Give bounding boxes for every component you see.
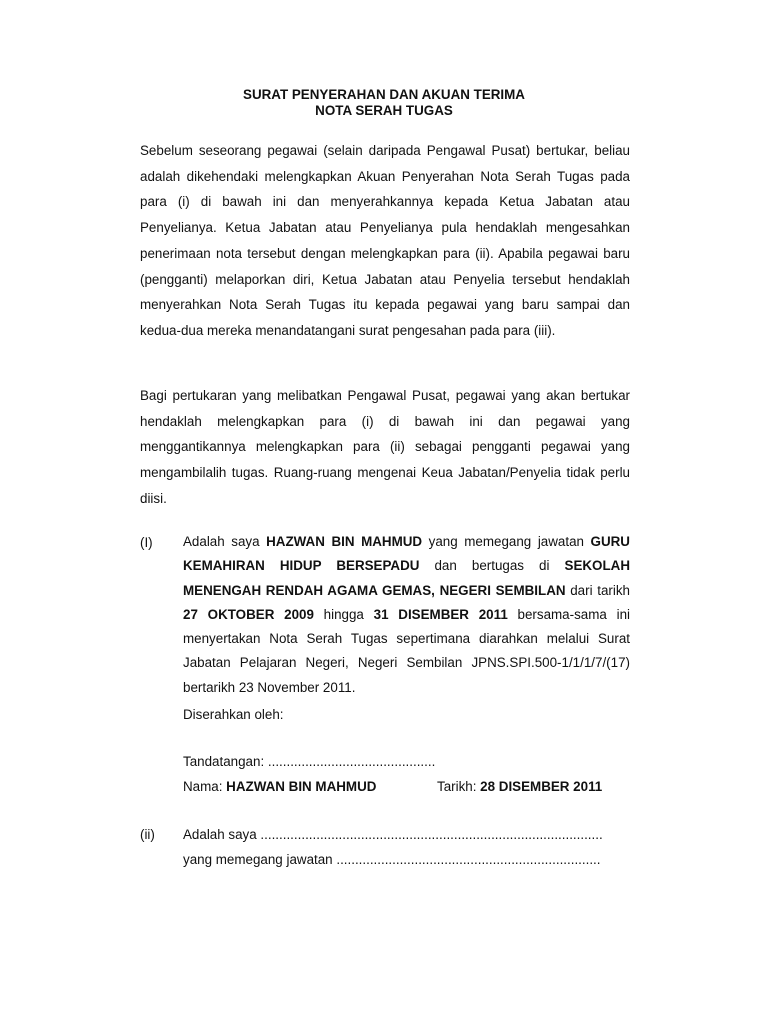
section-ii-line1: Adalah saya ............................................................................................	[183, 827, 603, 842]
section-i-statement: Adalah saya HAZWAN BIN MAHMUD yang memegang jawatan GURU KEMAHIRAN HIDUP BERSEPADU dan bertugas di SEKOLAH MENENGAH RENDAH AGAMA GEMAS, NEGERI SEMBILAN dari tarikh 27 OKTOBER 2009 hingga 31 DISEMBER 2011 bersama-sama ini menyertakan Nota Serah Tugas sepertimana diarahkan melalui Surat Jabatan Pelajaran Negeri, Negeri Sembilan JPNS.SPI.500-1/1/1/7/(17) bertarikh 23 November 2011.	[183, 534, 631, 695]
document-title-line2: NOTA SERAH TUGAS	[315, 103, 453, 118]
date-line: Tarikh: 28 DISEMBER 2011	[437, 779, 603, 794]
intro-paragraph: Sebelum seseorang pegawai (selain daripada Pengawal Pusat) bertukar, beliau adalah dikehendaki melengkapkan Akuan Penyerahan Nota Serah Tugas pada para (i) di bawah ini dan menyerahkannya kepada Ketua Jabatan atau Penyelianya. Ketua Jabatan atau Penyelianya pula hendaklah mengesahkan penerimaan nota tersebut dengan melengkapkan para (ii). Apabila pegawai baru (pengganti) melaporkan diri, Ketua Jabatan atau Penyelia tersebut hendaklah menyerahkan Nota Serah Tugas itu kepada pegawai yang baru sampai dan kedua-dua mereka menandatangani surat pengesahan pada para (iii).	[140, 143, 630, 338]
section-i-label: (I)	[140, 535, 153, 550]
signature-line: Tandatangan: .............................................	[183, 754, 436, 769]
document-title-line1: SURAT PENYERAHAN DAN AKUAN TERIMA	[243, 87, 525, 102]
school-name: SEKOLAH MENENGAH RENDAH AGAMA GEMAS, NEGERI SEMBILAN	[183, 558, 630, 598]
second-paragraph: Bagi pertukaran yang melibatkan Pengawal Pusat, pegawai yang akan bertukar hendaklah melengkapkan para (i) di bawah ini dan pegawai yang menggantikannya melengkapkan para (ii) sebagai pengganti pegawai yang mengambilalih tugas. Ruang-ruang mengenai Keua Jabatan/Penyelia tidak perlu diisi.	[140, 388, 630, 506]
officer-position: GURU KEMAHIRAN HIDUP BERSEPADU	[183, 534, 630, 574]
date-from: 27 OKTOBER 2009	[183, 606, 314, 622]
section-ii-label: (ii)	[140, 827, 155, 842]
handed-by-label: Diserahkan oleh:	[183, 707, 284, 722]
section-ii-line2: yang memegang jawatan .......................................................................	[183, 852, 601, 867]
name-line: Nama: HAZWAN BIN MAHMUD	[183, 779, 377, 794]
officer-name: HAZWAN BIN MAHMUD	[266, 534, 423, 549]
date-to: 31 DISEMBER 2011	[373, 606, 508, 622]
